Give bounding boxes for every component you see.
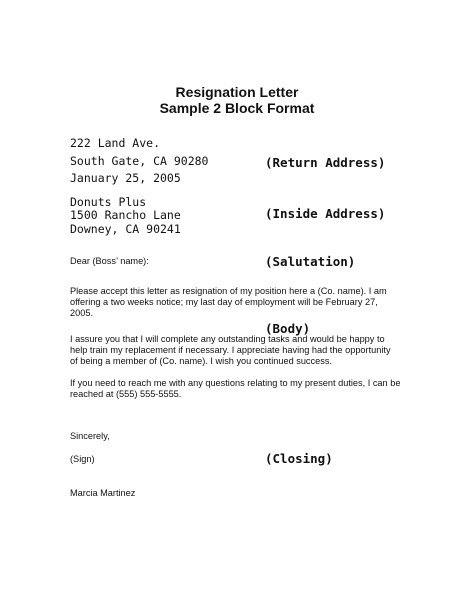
body-para2-line: I assure you that I will complete any outstanding tasks and would be happy to <box>70 334 385 344</box>
body-para1-line: Please accept this letter as resignation of my position here a (Co. name). I am <box>70 286 387 296</box>
letter-subtitle: Sample 2 Block Format <box>159 100 315 116</box>
signature-placeholder: (Sign) <box>70 454 95 464</box>
inside-company: Donuts Plus <box>70 195 147 209</box>
body-para1-line: offering a two weeks notice; my last day of employment will be February 27, <box>70 297 378 307</box>
body-para3-line: If you need to reach me with any questions relating to my present duties, I can be <box>70 378 401 388</box>
body-para1-line: 2005. <box>70 308 93 318</box>
return-city: South Gate, CA 90280 <box>70 154 209 168</box>
body-para2-line: help train my replacement if necessary. I appreciate having had the opportunity <box>70 345 391 355</box>
return-address-label: (Return Address) <box>265 155 386 170</box>
body-para2-line: of being a member of (Co. name). I wish you continued success. <box>70 356 332 366</box>
inside-city: Downey, CA 90241 <box>70 222 181 236</box>
body-para3-line: reached at (555) 555-5555. <box>70 389 182 399</box>
inside-street: 1500 Rancho Lane <box>70 208 181 222</box>
salutation-label: (Salutation) <box>265 254 356 269</box>
return-street: 222 Land Ave. <box>70 136 161 150</box>
closing-text: Sincerely, <box>70 431 110 441</box>
inside-address-label: (Inside Address) <box>265 206 386 221</box>
body-label: (Body) <box>265 321 311 336</box>
signer-name: Marcia Martinez <box>70 488 136 498</box>
letter-title: Resignation Letter <box>175 84 299 100</box>
letter-date: January 25, 2005 <box>70 171 181 185</box>
salutation-text: Dear (Boss’ name): <box>70 256 149 266</box>
closing-label: (Closing) <box>265 451 333 466</box>
